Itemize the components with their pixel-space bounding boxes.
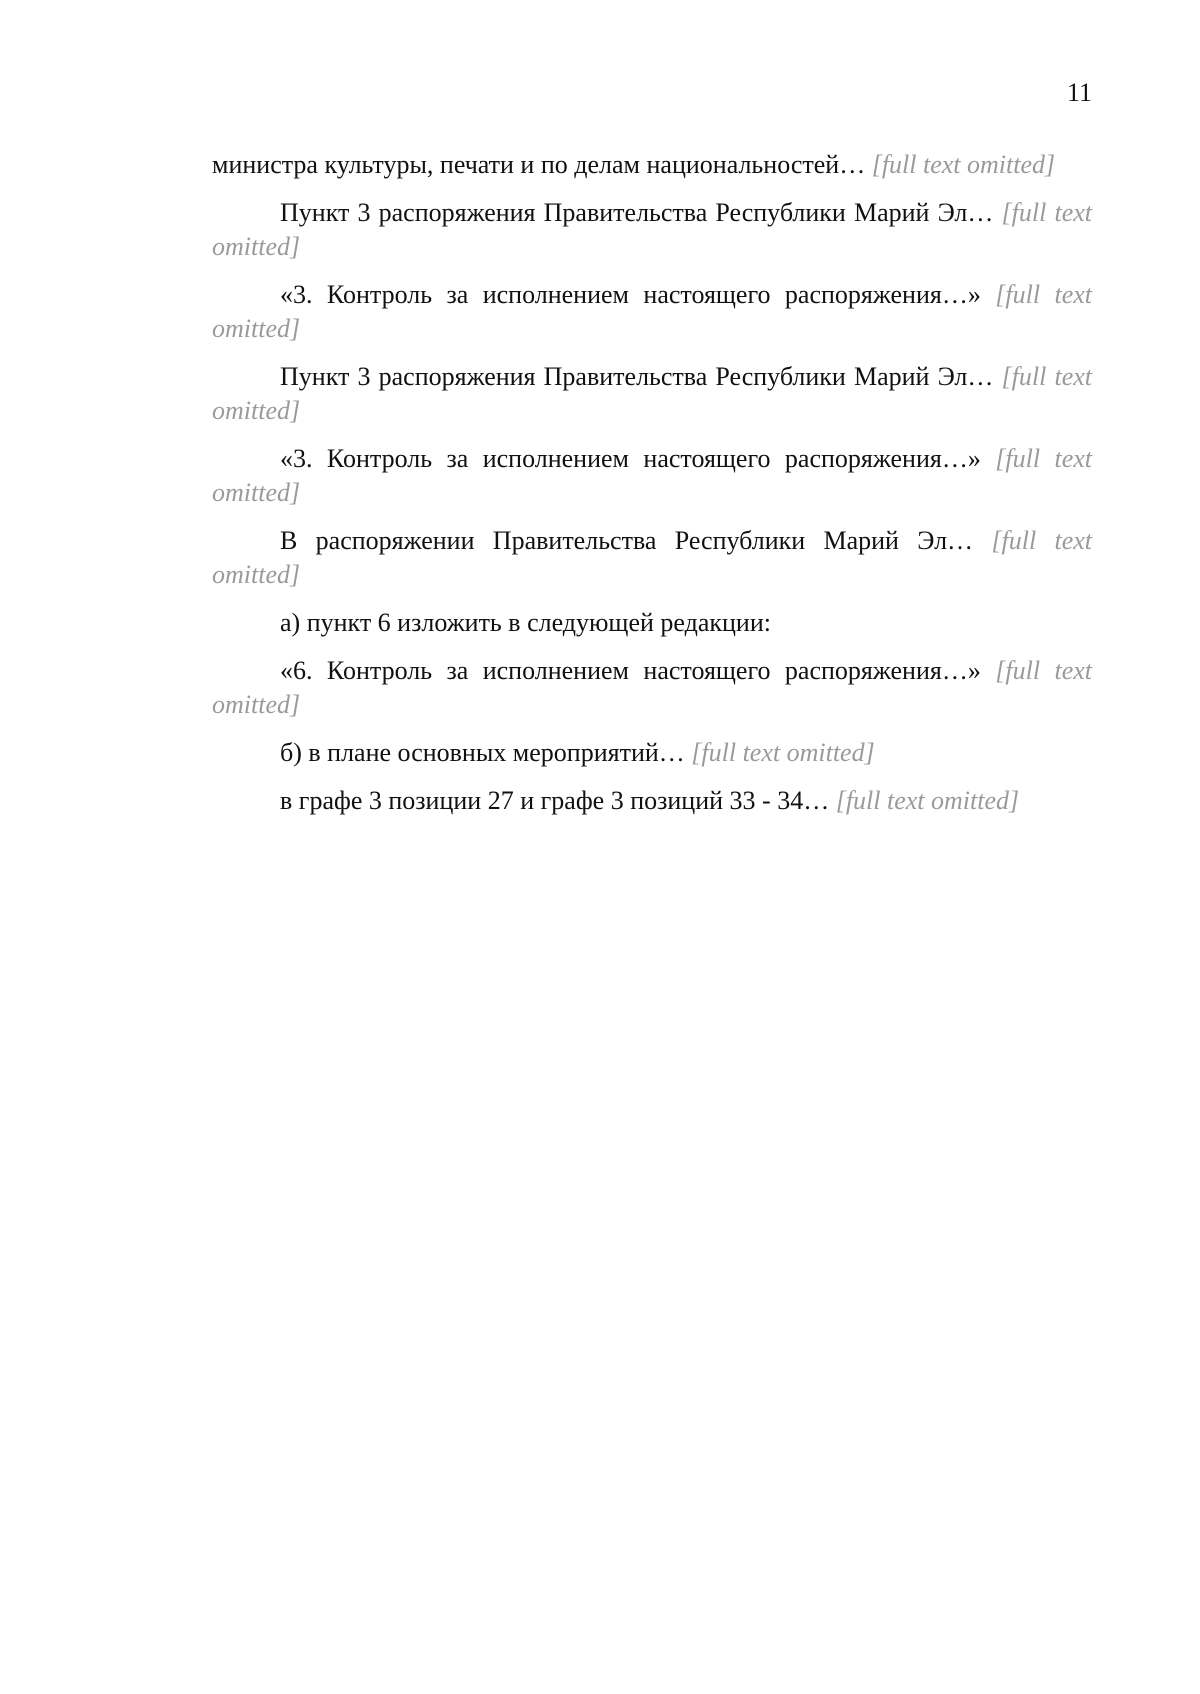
document-body [212,148,1092,832]
paragraph-item-17: Пункт 3 распоряжения Правительства Республики Марий Эл… [full text omitted] [212,198,1092,261]
paragraph-quote: «3. Контроль за исполнением настоящего распоряжения…» [full text omitted] [212,280,1093,343]
paragraph-quote: «3. Контроль за исполнением настоящего распоряжения…» [full text omitted] [212,444,1093,507]
paragraph-item-18: Пункт 3 распоряжения Правительства Республики Марий Эл… [full text omitted] [212,362,1092,425]
paragraph-subitem-a: а) пункт 6 изложить в следующей редакции: [280,608,771,637]
paragraph-quote: «6. Контроль за исполнением настоящего распоряжения…» [full text omitted] [212,656,1093,719]
page-number: 11 [1066,78,1092,107]
paragraph-continuation: министра культуры, печати и по делам национальностей… [full text omitted] [212,150,1056,179]
paragraph-subitem-b: б) в плане основных мероприятий… [full text omitted] [280,738,875,767]
paragraph-body: в графе 3 позиции 27 и графе 3 позиций 33 - 34… [full text omitted] [280,786,1020,815]
paragraph-item-19: В распоряжении Правительства Республики Марий Эл… [full text omitted] [212,526,1092,589]
